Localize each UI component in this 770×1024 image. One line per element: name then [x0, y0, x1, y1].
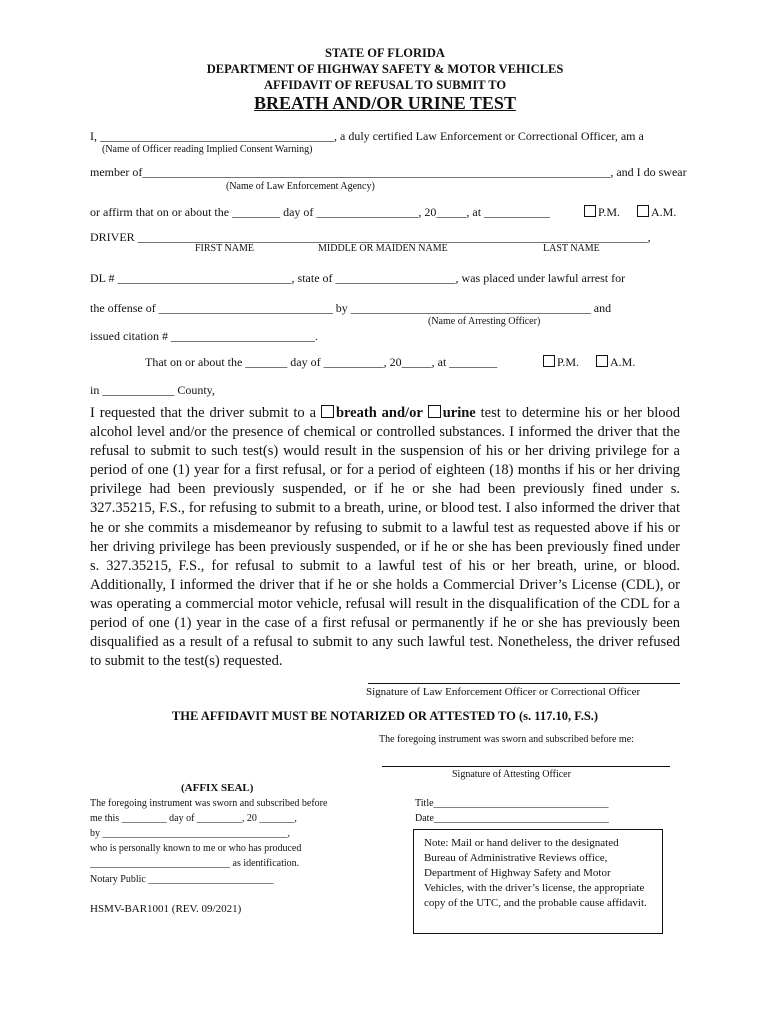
middle-name-caption: MIDDLE OR MAIDEN NAME	[318, 243, 448, 254]
header-department: DEPARTMENT OF HIGHWAY SAFETY & MOTOR VEHICLES	[206, 62, 564, 76]
urine-checkbox[interactable]	[428, 405, 441, 418]
header-affidavit: AFFIDAVIT OF REFUSAL TO SUBMIT TO	[263, 78, 507, 92]
sworn-statement-right: The foregoing instrument was sworn and subscribed before me:	[379, 734, 634, 745]
urine-label: urine	[442, 405, 476, 421]
am-label: A.M.	[651, 205, 677, 219]
agency-field[interactable]: member of______________________________________________________________________________, and I do swear	[90, 165, 687, 179]
officer-name-field[interactable]: I, _______________________________________, a duly certified Law Enforcement or Correctional Officer, am a	[90, 129, 644, 143]
offense-field[interactable]: the offense of _____________________________ by ________________________________________ and	[90, 301, 612, 315]
arresting-officer-caption: (Name of Arresting Officer)	[428, 316, 541, 327]
date-field[interactable]: Date___________________________________	[415, 813, 609, 824]
first-name-caption: FIRST NAME	[195, 243, 254, 254]
last-name-caption: LAST NAME	[543, 243, 600, 254]
driver-name-field[interactable]: DRIVER _____________________________________________________________________________________,	[90, 230, 651, 244]
dl-field[interactable]: DL # _____________________________, state of ____________________, was placed under lawful arrest for	[90, 271, 626, 285]
statement-lead: I requested that the driver submit to a	[90, 405, 317, 421]
citation-field[interactable]: issued citation # ________________________.	[90, 329, 318, 343]
mailing-note: Note: Mail or hand deliver to the designated Bureau of Administrative Reviews office, Department of Highway Safety and Motor Vehicles, with the driver’s license, the appropriate copy of the UTC, and the probable cause affidavit.	[413, 829, 663, 934]
statement-body: test to determine his or her blood alcohol level and/or the presence of chemical or controlled substances. I informed the driver that the refusal to submit to such test(s) would result in the suspension of his or her driving privilege for a period of one (1) year for a first refusal, or for a period of eighteen (18) months if his or her driving privilege had been previously suspended, or if he or she had been previously fined under s. 327.35215, F.S., for refusing to submit to a breath, urine, or blood test. I also informed the driver that he or she commits a misdemeanor by refusing to submit to a lawful test as requested above if his or her driving privilege has been previously suspended, or if he or she has been previously fined under s. 327.35215, F.S., for refusal to submit to a lawful test of his or her breath, urine, or blood. Additionally, I informed the driver that if he or she holds a Commercial Driver’s License (CDL), or was operating a commercial motor vehicle, refusal will result in the disqualification of the CDL for a period of one (1) year in the case of a first refusal or permanently if he or she has previously been disqualified as a result of a refusal to submit to any such lawful test. Nonetheless, the driver refused to submit to the test(s) requested.	[90, 405, 681, 670]
form-number: HSMV-BAR1001 (REV. 09/2021)	[90, 903, 242, 915]
notarize-heading: THE AFFIDAVIT MUST BE NOTARIZED OR ATTESTED TO (s. 117.10, F.S.)	[171, 709, 599, 723]
incident-date-field[interactable]: or affirm that on or about the ________ day of _________________, 20_____, at ___________	[90, 205, 551, 219]
checkbox-icon	[543, 355, 555, 367]
pm-label: P.M.	[557, 355, 580, 369]
title-field[interactable]: Title___________________________________	[415, 798, 609, 809]
attesting-signature-line[interactable]	[382, 766, 670, 767]
checkbox-icon	[584, 205, 596, 217]
checkbox-icon	[637, 205, 649, 217]
notary-by-field[interactable]: by _____________________________________,	[90, 828, 290, 839]
pm-checkbox-2[interactable]	[543, 355, 579, 370]
page-title: BREATH AND/OR URINE TEST	[254, 93, 516, 113]
notary-line-4: who is personally known to me or who has produced	[90, 843, 302, 854]
pm-label: P.M.	[598, 205, 621, 219]
agency-caption: (Name of Law Enforcement Agency)	[226, 181, 375, 192]
officer-signature-caption: Signature of Law Enforcement Officer or Correctional Officer	[366, 686, 641, 698]
attesting-signature-caption: Signature of Attesting Officer	[452, 769, 571, 780]
affix-seal-label: (AFFIX SEAL)	[181, 782, 254, 794]
checkbox-icon	[596, 355, 608, 367]
pm-checkbox[interactable]	[584, 205, 620, 220]
breath-label: breath and/or	[335, 405, 423, 421]
officer-signature-line[interactable]	[368, 683, 680, 684]
notary-public-field[interactable]: Notary Public _________________________	[90, 874, 274, 885]
notary-date-field[interactable]: me this _________ day of _________, 20 _______,	[90, 813, 297, 824]
second-date-field[interactable]: That on or about the _______ day of __________, 20_____, at ________	[145, 355, 498, 369]
am-checkbox-2[interactable]	[596, 355, 635, 370]
breath-checkbox[interactable]	[321, 405, 334, 418]
am-label: A.M.	[610, 355, 636, 369]
identification-field[interactable]: ____________________________ as identification.	[90, 858, 300, 869]
notary-line-1: The foregoing instrument was sworn and subscribed before	[90, 798, 328, 809]
officer-name-caption: (Name of Officer reading Implied Consent Warning)	[102, 144, 313, 155]
refusal-statement	[90, 404, 680, 671]
am-checkbox[interactable]	[637, 205, 676, 220]
county-field[interactable]: in ____________ County,	[90, 383, 215, 397]
header-state: STATE OF FLORIDA	[325, 46, 445, 60]
